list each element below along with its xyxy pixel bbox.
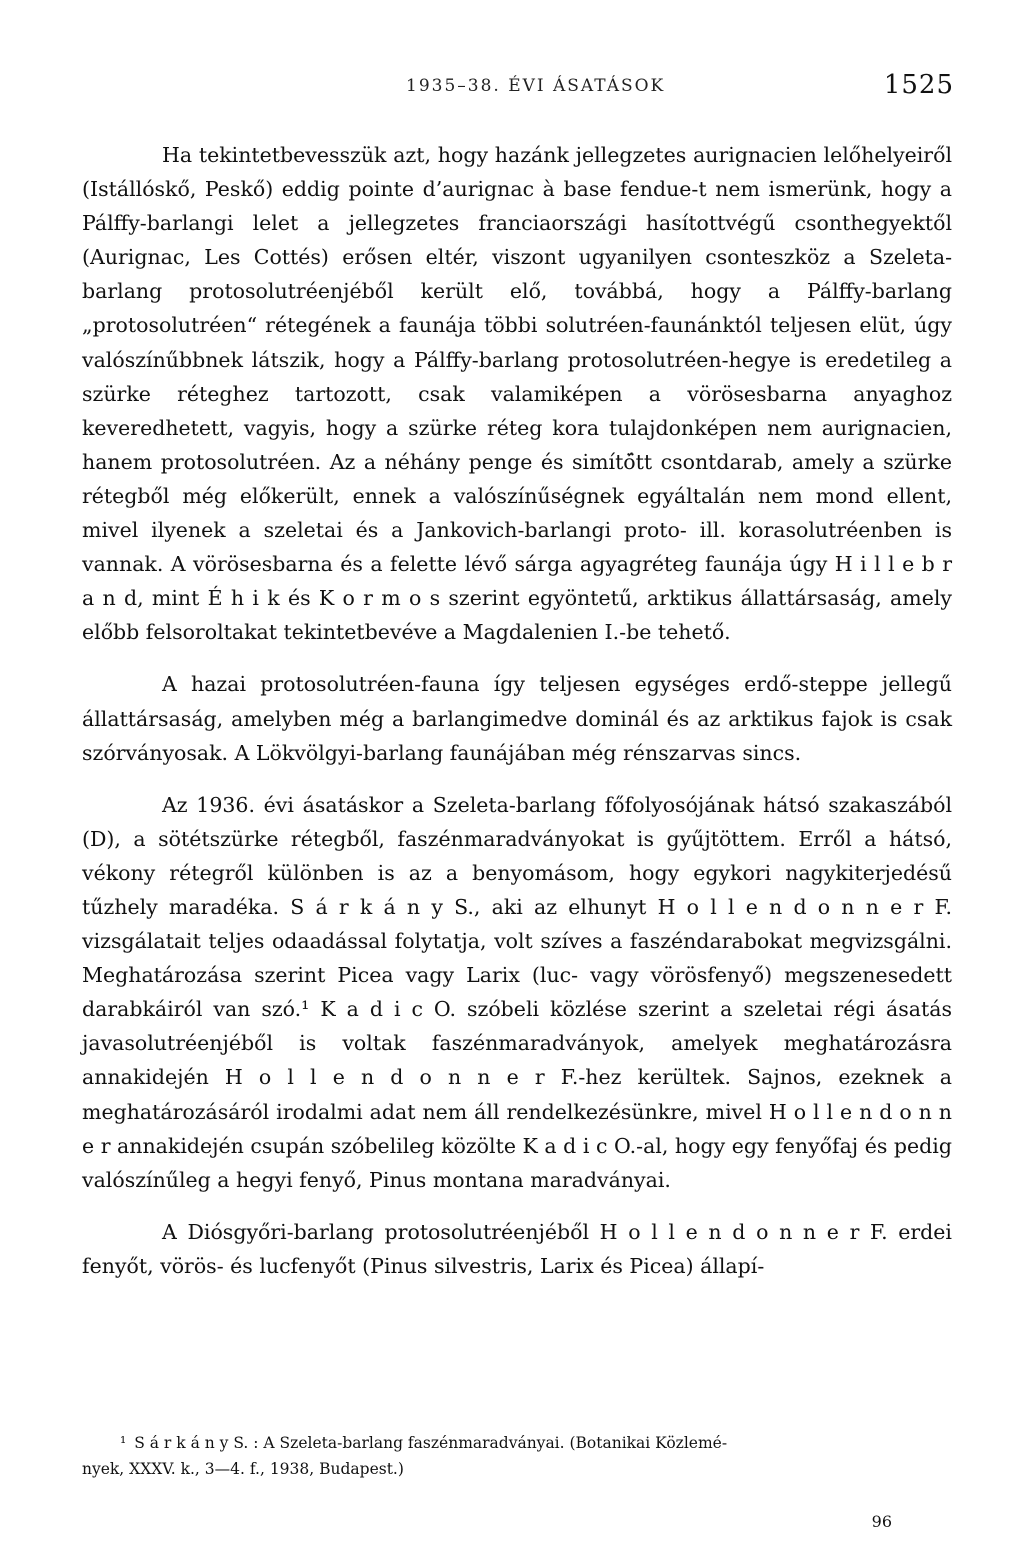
body-text: [82, 138, 952, 1283]
footnote-mark: ¹: [120, 1434, 127, 1452]
paragraph-1: Ha tekintetbevesszük azt, hogy hazánk jellegzetes aurignacien lelőhelyeiről (Istállóskő, Peskő) eddig pointe d’aurignac à base fendue-t nem ismerünk, hogy a Pálffy-barlangi lelet a jellegzetes franciaországi hasítottvégű csonthegyektől (Aurignac, Les Cottés) erősen eltér, viszont ugyanilyen csonteszköz a Szeleta-barlang protosolutréenjéből került elő, továbbá, hogy a Pálffy-barlang „protosolutréen“ rétegének a faunája többi solutréen-faunánktól teljesen elüt, úgy valószínűbbnek látszik, hogy a Pálffy-barlang protosolutréen-hegye is eredetileg a szürke réteghez tartozott, csak valamiképen a vörösesbarna anyaghoz keveredhetett, vagyis, hogy a szürke réteg kora tulajdonképen nem aurignacien, hanem protosolutréen. Az a néhány penge és simító̈tt csontdarab, amely a szürke rétegből még előkerült, ennek a valószínűségnek egyáltalán nem mond ellent, mivel ilyenek a szeletai és a Jankovich-barlangi proto- ill. korasolutréenben is vannak. A vörösesbarna és a felette lévő sárga agyagréteg faunája úgy H i l l e b r a n d, mint É h i k és K o r m o s szerint egyöntetű, arktikus állattársaság, amely előbb felsoroltakat tekintetbevéve a Magdalenien I.-be tehető.: [82, 143, 952, 645]
page-header: [0, 70, 1024, 110]
footnote-line-1: [82, 1430, 952, 1456]
paragraph-3: Az 1936. évi ásatáskor a Szeleta-barlang főfolyosójának hátsó szakaszából (D), a sötétszürke rétegből, faszénmaradványokat is gyűjtöttem. Erről a hátsó, vékony rétegről különben is az a benyomásom, hogy egykori nagykiterjedésű tűzhely maradéka. S á r k á n y S., aki az elhunyt H o l l e n d o n n e r F. vizsgálatait teljes odaadással folytatja, volt szíves a faszéndarabokat megvizsgálni. Meghatározása szerint Picea vagy Larix (luc- vagy vörösfenyő) megszenesedett darabkáiról van szó.¹ K a d i c O. szóbeli közlése szerint a szeletai régi ásatás javasolutréenjéből is voltak faszénmaradványok, amelyek meghatározásra annakidején H o l l e n d o n n e r F.-hez kerültek. Sajnos, ezeknek a meghatározásáról irodalmi adat nem áll rendelkezésünkre, mivel H o l l e n d o n n e r annakidején csupán szóbelileg közölte K a d i c O.-al, hogy egy fenyőfaj és pedig valószínűleg a hegyi fenyő, Pinus montana maradványai.: [82, 792, 952, 1192]
running-head: 1935–38. ÉVI ÁSATÁSOK: [406, 76, 666, 96]
paragraph-4: A Diósgyőri-barlang protosolutréenjéből H o l l e n d o n n e r F. erdei fenyőt, vörös- és lucfenyőt (Pinus silvestris, Larix és Picea) állapí-: [82, 1219, 952, 1278]
footnote: [82, 1430, 952, 1482]
sheet-number: 96: [871, 1512, 892, 1531]
footnote-text-1: S á r k á n y S. : A Szeleta-barlang faszénmaradványai. (Botanikai Közlemé-: [134, 1434, 728, 1452]
paragraph-2: A hazai protosolutréen-fauna így teljesen egységes erdő-steppe jellegű állattársaság, amelyben még a barlangimedve dominál és az arktikus fajok is csak szórványosak. A Lökvölgyi-barlang faunájában még rénszarvas sincs.: [82, 672, 952, 765]
footnote-line-2: nyek, XXXV. k., 3—4. f., 1938, Budapest.): [82, 1460, 404, 1478]
page-number: 1525: [883, 70, 954, 100]
